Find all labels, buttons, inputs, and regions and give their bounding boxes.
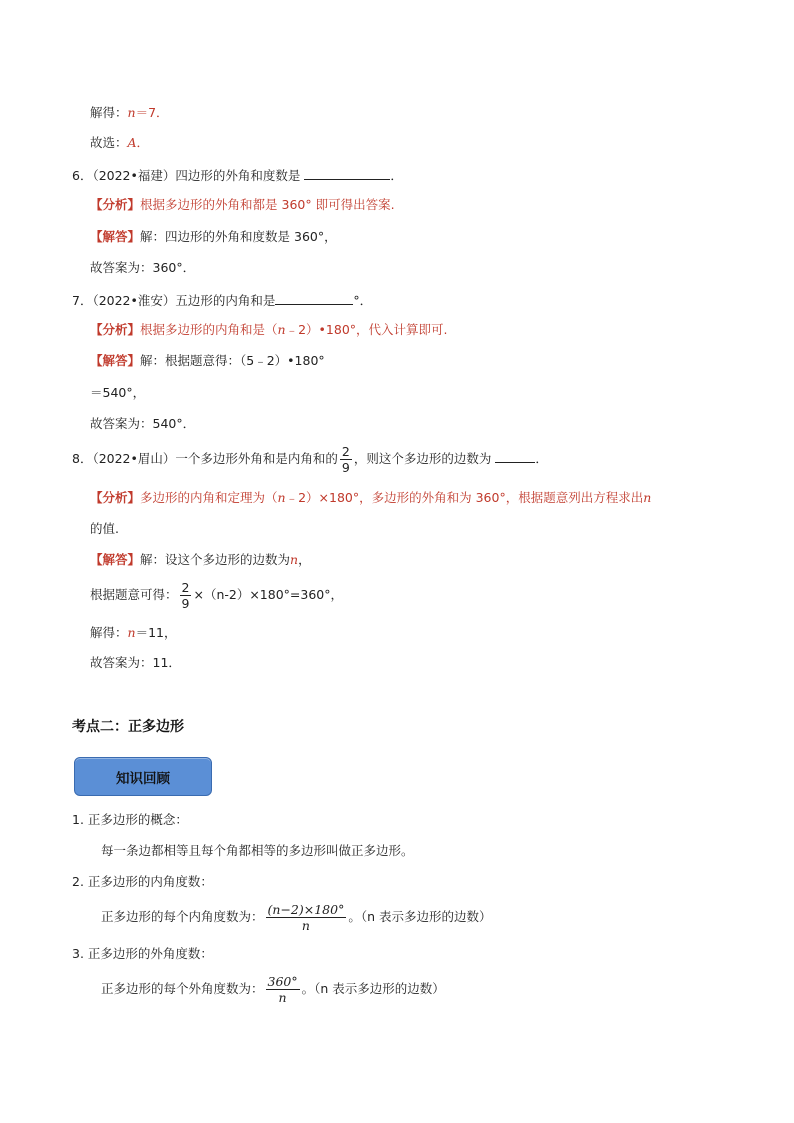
knowledge-item3-den: n bbox=[278, 990, 287, 1005]
q5-solve-line bbox=[90, 104, 169, 122]
knowledge-item3-title: 3. 正多边形的外角度数： bbox=[72, 946, 213, 961]
q5-solve-var: n bbox=[127, 105, 136, 120]
q7-final: 故答案为：540°． bbox=[90, 416, 196, 431]
knowledge-item3-formula bbox=[101, 969, 445, 1009]
knowledge-item2-den: n bbox=[301, 918, 310, 933]
section-title: 考点二：正多边形 bbox=[72, 719, 184, 735]
q6-question bbox=[72, 165, 403, 185]
q8-question bbox=[72, 442, 548, 476]
q8-eq-frac-num: 2 bbox=[181, 580, 190, 595]
knowledge-item2-title: 2. 正多边形的内角度数： bbox=[72, 874, 213, 889]
q8-eq-frac-den: 9 bbox=[181, 596, 190, 611]
q5-choose-label: 故选： bbox=[90, 135, 128, 150]
q7-answer-text: 解：根据题意得：（5﹣2）•180° bbox=[140, 353, 325, 368]
q8-analysis-tag: 【分析】 bbox=[90, 490, 141, 505]
q8-answer-text-b: ， bbox=[298, 552, 311, 567]
q8-frac-den: 9 bbox=[341, 460, 350, 475]
q8-analysis-text-a: 多边形的内角和定理为（ bbox=[140, 490, 278, 505]
q6-analysis bbox=[90, 196, 395, 214]
q7-question-end: °． bbox=[353, 293, 373, 308]
q8-analysis-cont: 的值. bbox=[90, 521, 119, 536]
q7-question bbox=[72, 290, 372, 310]
q7-answer-tag: 【解答】 bbox=[90, 353, 141, 368]
knowledge-item2-formula bbox=[101, 897, 492, 937]
knowledge-item2-num: (n−2)×180° bbox=[267, 902, 345, 917]
knowledge-item3-num: 360° bbox=[267, 974, 298, 989]
q8-solve-line bbox=[90, 624, 176, 642]
q8-question-fraction bbox=[340, 444, 352, 475]
knowledge-item3-fraction bbox=[266, 974, 300, 1005]
q8-equation bbox=[90, 578, 343, 612]
q8-eq-label: 根据题意可得： bbox=[90, 587, 178, 602]
knowledge-item2-fraction bbox=[266, 902, 347, 933]
knowledge-item1-title: 1. 正多边形的概念： bbox=[72, 812, 188, 827]
knowledge-item2-body: 正多边形的每个内角度数为： bbox=[101, 909, 264, 924]
q8-question-end: ． bbox=[535, 451, 548, 466]
q6-final: 故答案为：360°． bbox=[90, 260, 196, 275]
q7-analysis-tag: 【分析】 bbox=[90, 322, 141, 337]
q8-analysis-text-b: ﹣2）×180°，多边形的外角和为 360°，根据题意列出方程求出 bbox=[285, 490, 644, 505]
q5-choose-option: A bbox=[127, 135, 137, 150]
knowledge-review-badge: 知识回顾 bbox=[74, 757, 212, 796]
q6-question-text: 6．（2022•福建）四边形的外角和度数是 bbox=[72, 168, 301, 183]
q6-analysis-tag: 【分析】 bbox=[90, 197, 141, 212]
q8-answer-blank bbox=[495, 448, 535, 463]
q7-analysis-text-b: ﹣2）•180°，代入计算即可. bbox=[285, 322, 448, 337]
q5-solve-label: 解得： bbox=[90, 105, 128, 120]
q8-solve-value: ＝11， bbox=[135, 625, 177, 640]
q7-analysis-var: n bbox=[277, 322, 286, 337]
q8-answer-text-a: 解：设这个多边形的边数为 bbox=[140, 552, 291, 567]
q8-eq-body: ×（n-2）×180°=360°， bbox=[193, 587, 343, 602]
knowledge-item2-note: 。（n 表示多边形的边数） bbox=[348, 909, 492, 924]
knowledge-item1-body: 每一条边都相等且每个角都相等的多边形叫做正多边形。 bbox=[101, 843, 414, 858]
q5-choose-line bbox=[90, 134, 149, 152]
q8-solve-var: n bbox=[127, 625, 136, 640]
q6-answer-text: 解：四边形的外角和度数是 360°， bbox=[140, 229, 337, 244]
q8-eq-fraction bbox=[180, 580, 192, 611]
q6-question-end: ． bbox=[390, 168, 403, 183]
q8-analysis-var-2: n bbox=[643, 490, 652, 505]
q7-answer bbox=[90, 352, 325, 370]
q8-answer-tag: 【解答】 bbox=[90, 552, 141, 567]
q7-analysis-text-a: 根据多边形的内角和是（ bbox=[140, 322, 278, 337]
q8-question-text-a: 8．（2022•眉山）一个多边形外角和是内角和的 bbox=[72, 451, 338, 466]
q8-final: 故答案为：11． bbox=[90, 655, 181, 670]
q5-choose-end: ． bbox=[136, 135, 150, 150]
q7-question-text: 7．（2022•淮安）五边形的内角和是 bbox=[72, 293, 276, 308]
q6-analysis-text: 根据多边形的外角和都是 360° 即可得出答案. bbox=[140, 197, 395, 212]
q8-analysis-var: n bbox=[277, 490, 286, 505]
q6-answer-blank bbox=[304, 165, 390, 180]
knowledge-item3-body: 正多边形的每个外角度数为： bbox=[101, 981, 264, 996]
q7-step: ＝540°， bbox=[90, 385, 146, 400]
q7-analysis bbox=[90, 321, 448, 339]
q5-solve-value: ＝7． bbox=[135, 105, 169, 120]
q8-answer-var: n bbox=[290, 552, 299, 567]
q7-answer-blank bbox=[275, 290, 353, 305]
q6-answer-tag: 【解答】 bbox=[90, 229, 141, 244]
q8-frac-num: 2 bbox=[341, 444, 350, 459]
q6-answer bbox=[90, 228, 337, 246]
q8-analysis bbox=[90, 489, 651, 507]
q8-question-text-b: ，则这个多边形的边数为 bbox=[353, 451, 492, 466]
q8-answer bbox=[90, 551, 311, 569]
q8-solve-label: 解得： bbox=[90, 625, 128, 640]
knowledge-item3-note: 。（n 表示多边形的边数） bbox=[301, 981, 445, 996]
